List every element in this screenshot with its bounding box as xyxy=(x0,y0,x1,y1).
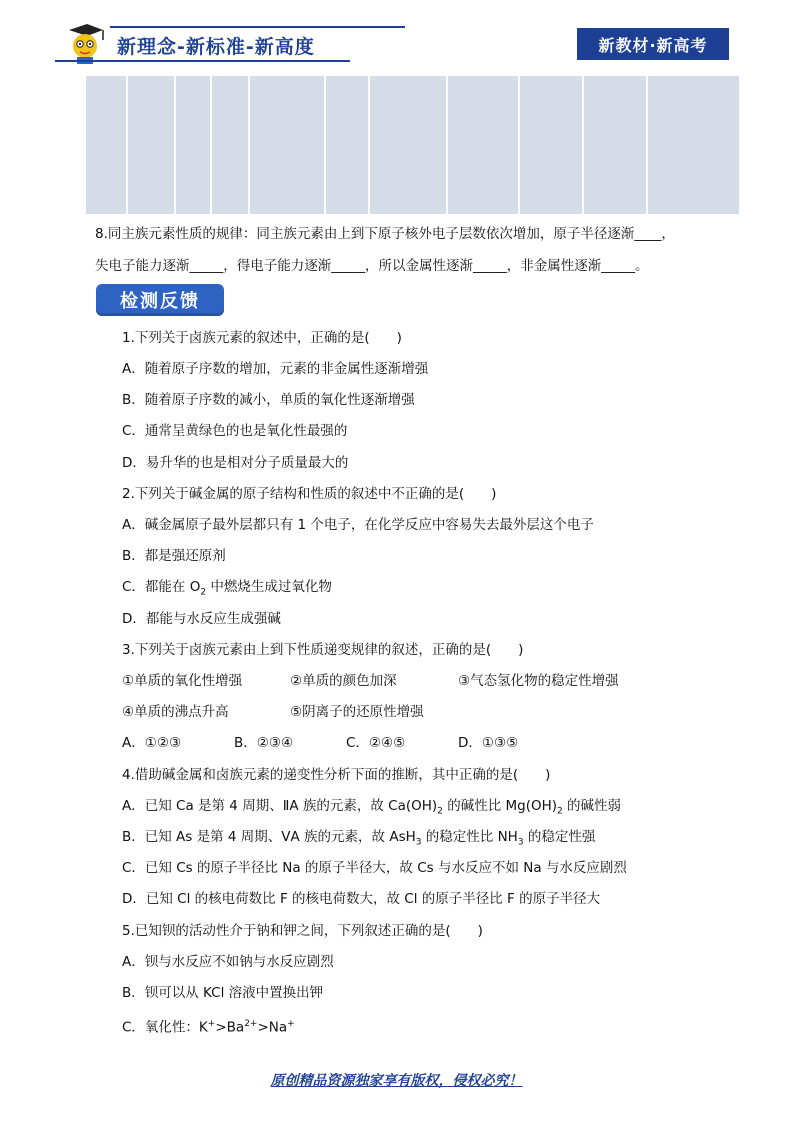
page-header xyxy=(55,20,735,70)
q1-stem: 1.下列关于卤族元素的叙述中，正确的是( ) xyxy=(122,330,402,346)
q4-stem: 4.借助碱金属和卤族元素的递变性分析下面的推断，其中正确的是( ) xyxy=(122,767,551,783)
header-slogan: 新理念-新标准-新高度 xyxy=(117,36,315,58)
table-column xyxy=(520,76,584,214)
q3-statement-2: ②单质的颜色加深 xyxy=(290,673,397,689)
q1-option-b: B．随着原子序数的减小，单质的氧化性逐渐增强 xyxy=(122,392,415,408)
header-badge: 新教材·新高考 xyxy=(577,28,729,60)
q5-option-c xyxy=(122,1015,295,1037)
table-column xyxy=(584,76,648,214)
q3-option-d: D．①③⑤ xyxy=(458,735,519,751)
q2-option-a: A．碱金属原子最外层都只有 1 个电子，在化学反应中容易失去最外层这个电子 xyxy=(122,517,594,533)
q4-option-a-part1: A．已知 Ca 是第 4 周期、ⅡA 族的元素，故 Ca(OH) xyxy=(122,798,438,814)
q5-stem: 5.已知钡的活动性介于钠和钾之间，下列叙述正确的是( ) xyxy=(122,923,483,939)
q1-option-c: C．通常呈黄绿色的也是氧化性最强的 xyxy=(122,423,348,439)
table-column xyxy=(86,76,128,214)
q4-option-b xyxy=(122,828,595,852)
table-column xyxy=(212,76,250,214)
table-column xyxy=(176,76,212,214)
table-column xyxy=(128,76,176,214)
q5-option-c-pre: C．氧化性：K xyxy=(122,1019,208,1036)
q5-option-c-sup1: + xyxy=(207,1019,216,1029)
q2-stem: 2.下列关于碱金属的原子结构和性质的叙述中不正确的是( ) xyxy=(122,486,497,502)
q3-statement-3: ③气态氢化物的稳定性增强 xyxy=(458,673,619,689)
table-block xyxy=(86,76,739,214)
q3-option-b: B．②③④ xyxy=(234,735,294,751)
rule8-line2: 失电子能力逐渐_____，得电子能力逐渐_____，所以金属性逐渐_____，非金属性逐渐_____。 xyxy=(95,258,649,274)
q5-option-a: A．钡与水反应不如钠与水反应剧烈 xyxy=(122,954,334,970)
q4-option-b-sub1: 3 xyxy=(415,837,422,848)
q3-statement-4: ④单质的沸点升高 xyxy=(122,704,229,720)
q5-option-c-sup3: + xyxy=(287,1019,295,1029)
q4-option-a-part3: 的碱性弱 xyxy=(562,798,622,814)
q5-option-c-sup2: 2+ xyxy=(244,1019,258,1029)
table-column xyxy=(448,76,520,214)
q4-option-b-part2: 的稳定性比 NH xyxy=(421,829,518,845)
copyright-footer xyxy=(0,1070,793,1090)
q5-option-c-mid2: >Na xyxy=(257,1019,288,1036)
q1-option-a: A．随着原子序数的增加，元素的非金属性逐渐增强 xyxy=(122,361,429,377)
table-column xyxy=(648,76,739,214)
q4-option-b-part3: 的稳定性强 xyxy=(523,829,596,845)
q3-stem: 3.下列关于卤族元素由上到下性质递变规律的叙述，正确的是( ) xyxy=(122,642,524,658)
q3-statement-1: ①单质的氧化性增强 xyxy=(122,673,243,689)
q4-option-b-part1: B．已知 As 是第 4 周期、ⅤA 族的元素，故 AsH xyxy=(122,829,416,845)
q4-option-a-part2: 的碱性比 Mg(OH) xyxy=(442,798,558,814)
header-rule-top xyxy=(110,26,405,28)
q2-option-c xyxy=(122,578,332,602)
section-title: 检测反馈 xyxy=(96,284,224,316)
q5-option-b: B．钡可以从 KCl 溶液中置换出钾 xyxy=(122,985,324,1001)
copyright-text: 原创精品资源独家享有版权，侵权必究！ xyxy=(270,1073,523,1089)
table-column xyxy=(370,76,448,214)
table-column xyxy=(326,76,370,214)
q2-option-c-pre: C．都能在 O xyxy=(122,579,201,595)
q3-option-a: A．①②③ xyxy=(122,735,182,751)
q2-option-c-post: 中燃烧生成过氧化物 xyxy=(206,579,332,595)
header-rule-bottom xyxy=(55,60,350,62)
q4-option-a-sub1: 2 xyxy=(437,806,443,817)
rule8-line1: 8.同主族元素性质的规律：同主族元素由上到下原子核外电子层数依次增加，原子半径逐渐____， xyxy=(95,226,675,242)
q4-option-a-sub2: 2 xyxy=(557,806,563,817)
q5-option-c-mid1: >Ba xyxy=(215,1019,245,1036)
q3-option-c: C．②④⑤ xyxy=(346,735,406,751)
table-column xyxy=(250,76,326,214)
q2-option-c-sub: 2 xyxy=(200,587,207,598)
q4-option-b-sub2: 3 xyxy=(517,837,524,848)
q2-option-b: B．都是强还原剂 xyxy=(122,548,226,564)
q2-option-d: D．都能与水反应生成强碱 xyxy=(122,611,281,627)
q1-option-d: D．易升华的也是相对分子质量最大的 xyxy=(122,455,349,471)
q4-option-d: D．已知 Cl 的核电荷数比 F 的核电荷数大，故 Cl 的原子半径比 F 的原子半径大 xyxy=(122,891,601,907)
q4-option-a xyxy=(122,797,621,821)
q4-option-c: C．已知 Cs 的原子半径比 Na 的原子半径大，故 Cs 与水反应不如 Na 与水反应剧烈 xyxy=(122,860,627,876)
q3-statement-5: ⑤阴离子的还原性增强 xyxy=(290,704,424,720)
